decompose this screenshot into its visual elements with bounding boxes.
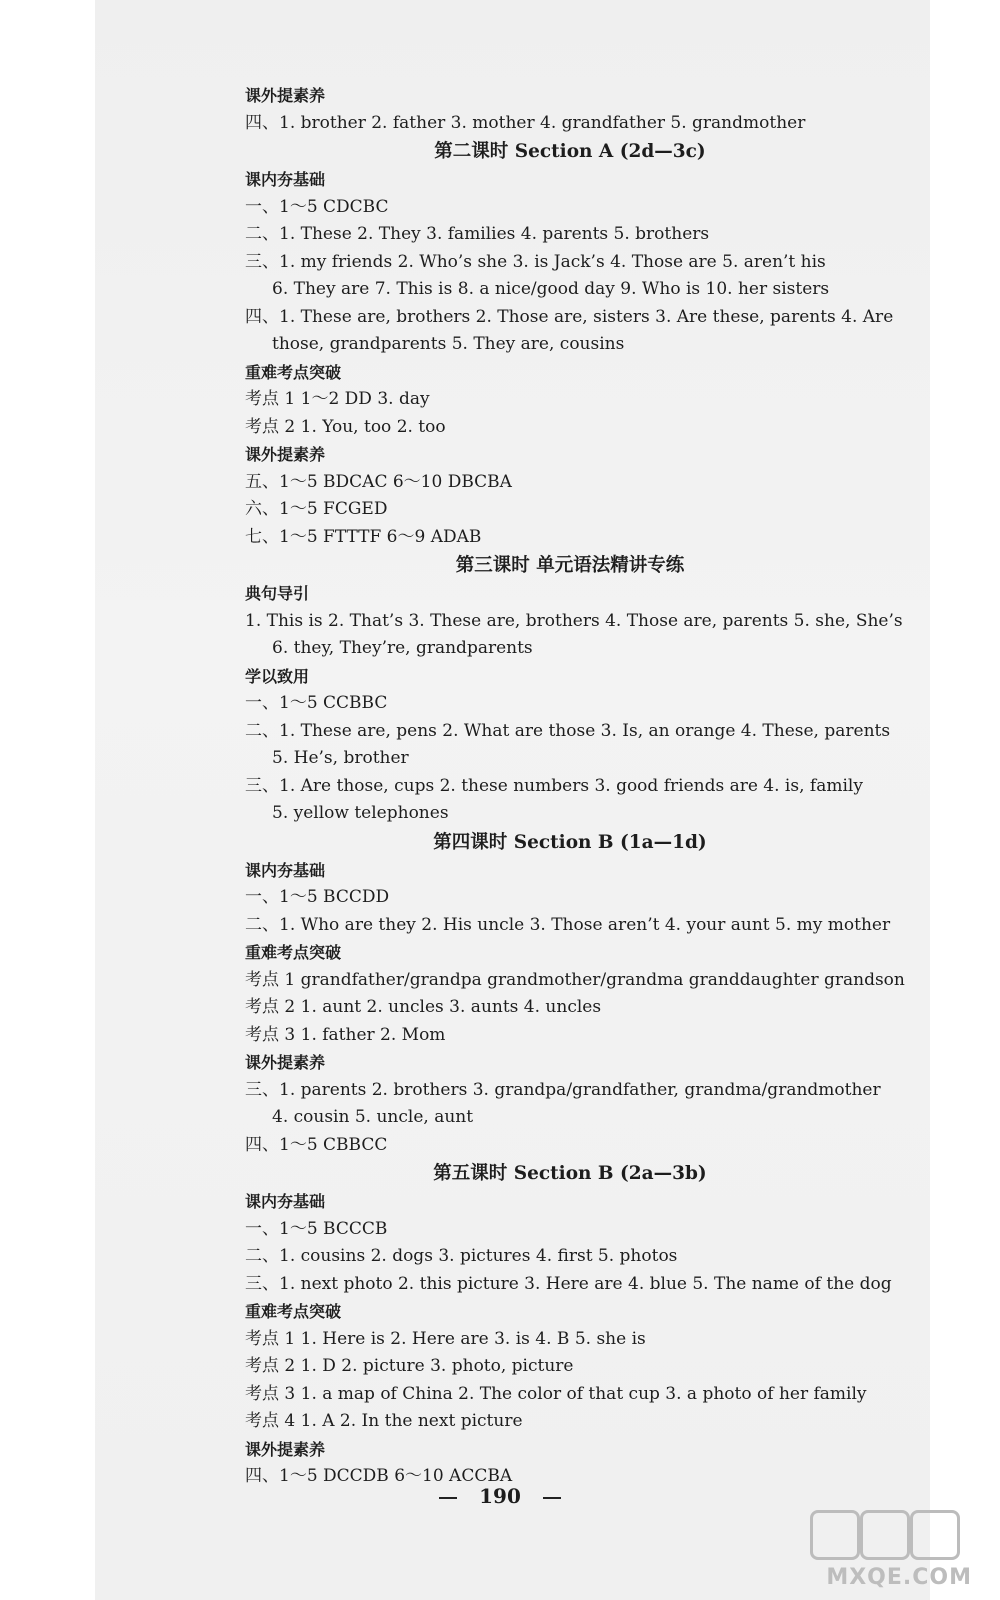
answer-line: 一、1～5 CDCBC	[245, 196, 389, 217]
answer-line: 4. cousin 5. uncle, aunt	[272, 1107, 474, 1127]
answer-line: 1. This is 2. That’s 3. These are, brothers 4. Those are, parents 5. she, She’s	[245, 610, 903, 631]
answer-line: 考点 4 1. A 2. In the next picture	[245, 1411, 523, 1431]
answer-line: 三、1. Are those, cups 2. these numbers 3. good friends are 4. is, family	[245, 775, 863, 796]
answer-line: 6. they, They’re, grandparents	[272, 638, 533, 658]
answer-line: 5. yellow telephones	[272, 803, 449, 823]
section-label: 重难考点突破	[245, 362, 342, 382]
answer-line: 二、1. These are, pens 2. What are those 3. Is, an orange 4. These, parents	[245, 720, 891, 741]
section-label: 课内夯基础	[245, 860, 326, 880]
lesson-title: 第三课时 单元语法精讲专练	[455, 555, 685, 576]
page-number-text: 190	[479, 1484, 521, 1508]
answer-line: 考点 2 1. You, too 2. too	[245, 416, 446, 437]
answer-line: 二、1. cousins 2. dogs 3. pictures 4. first 5. photos	[245, 1246, 678, 1266]
section-label: 课外提素养	[245, 86, 326, 105]
answer-line: 三、1. parents 2. brothers 3. grandpa/grandfather, grandma/grandmother	[245, 1079, 881, 1100]
answer-line: 六、1～5 FCGED	[245, 499, 388, 519]
section-label: 学以致用	[245, 666, 310, 686]
answer-line: 考点 3 1. father 2. Mom	[245, 1024, 446, 1045]
page-number	[0, 1484, 1000, 1508]
answer-line: 考点 1 grandfather/grandpa grandmother/grandma granddaughter grandson	[245, 969, 905, 990]
answer-line: 5. He’s, brother	[272, 748, 409, 768]
answer-key-content	[245, 82, 905, 1491]
section-label: 课内夯基础	[245, 1192, 326, 1211]
answer-line: 考点 1 1～2 DD 3. day	[245, 389, 430, 409]
section-label: 重难考点突破	[245, 1302, 342, 1321]
answer-line: 四、1～5 DCCDB 6～10 ACCBA	[245, 1466, 513, 1486]
answer-line: 五、1～5 BDCAC 6～10 DBCBA	[245, 471, 512, 492]
section-label: 典句导引	[245, 584, 310, 603]
answer-line: 考点 2 1. D 2. picture 3. photo, picture	[245, 1356, 574, 1376]
section-label: 课内夯基础	[245, 170, 326, 189]
answer-line: 三、1. my friends 2. Who’s she 3. is Jack’s 4. Those are 5. aren’t his	[245, 251, 826, 272]
answer-line: 四、1. These are, brothers 2. Those are, sisters 3. Are these, parents 4. Are	[245, 306, 894, 327]
answer-line: 一、1～5 CCBBC	[245, 693, 388, 713]
section-label: 课外提素养	[245, 1053, 326, 1072]
watermark-logo	[802, 1510, 972, 1590]
page-margin	[0, 0, 95, 1600]
answer-line: 二、1. These 2. They 3. families 4. parents 5. brothers	[245, 224, 710, 244]
dash-left	[439, 1497, 457, 1499]
watermark-box-icon	[860, 1510, 910, 1560]
section-label: 课外提素养	[245, 1439, 326, 1459]
answer-line: 一、1～5 BCCDD	[245, 887, 390, 907]
answer-line: 6. They are 7. This is 8. a nice/good day 9. Who is 10. her sisters	[272, 279, 830, 299]
watermark-text: MXQE.COM	[826, 1565, 972, 1590]
answer-line: 二、1. Who are they 2. His uncle 3. Those aren’t 4. your aunt 5. my mother	[245, 914, 891, 935]
answer-line: 考点 3 1. a map of China 2. The color of that cup 3. a photo of her family	[245, 1383, 867, 1404]
watermark-box-icon	[910, 1510, 960, 1560]
answer-line: 三、1. next photo 2. this picture 3. Here are 4. blue 5. The name of the dog	[245, 1273, 892, 1294]
answer-line: 四、1. brother 2. father 3. mother 4. grandfather 5. grandmother	[245, 112, 806, 133]
answer-line: 考点 1 1. Here is 2. Here are 3. is 4. B 5. she is	[245, 1328, 646, 1349]
lesson-title: 第二课时 Section A (2d—3c)	[434, 141, 706, 162]
lesson-title: 第四课时 Section B (1a—1d)	[433, 831, 707, 853]
answer-line: 一、1～5 BCCCB	[245, 1218, 388, 1239]
dash-right	[543, 1497, 561, 1499]
watermark-box-icon	[810, 1510, 860, 1560]
section-label: 重难考点突破	[245, 943, 342, 962]
answer-line: 四、1～5 CBBCC	[245, 1134, 388, 1155]
answer-line: 七、1～5 FTTTF 6～9 ADAB	[245, 526, 482, 547]
answer-line: 考点 2 1. aunt 2. uncles 3. aunts 4. uncles	[245, 997, 602, 1017]
section-label: 课外提素养	[245, 445, 326, 464]
answer-line: those, grandparents 5. They are, cousins	[272, 334, 625, 354]
lesson-title: 第五课时 Section B (2a—3b)	[433, 1163, 707, 1184]
